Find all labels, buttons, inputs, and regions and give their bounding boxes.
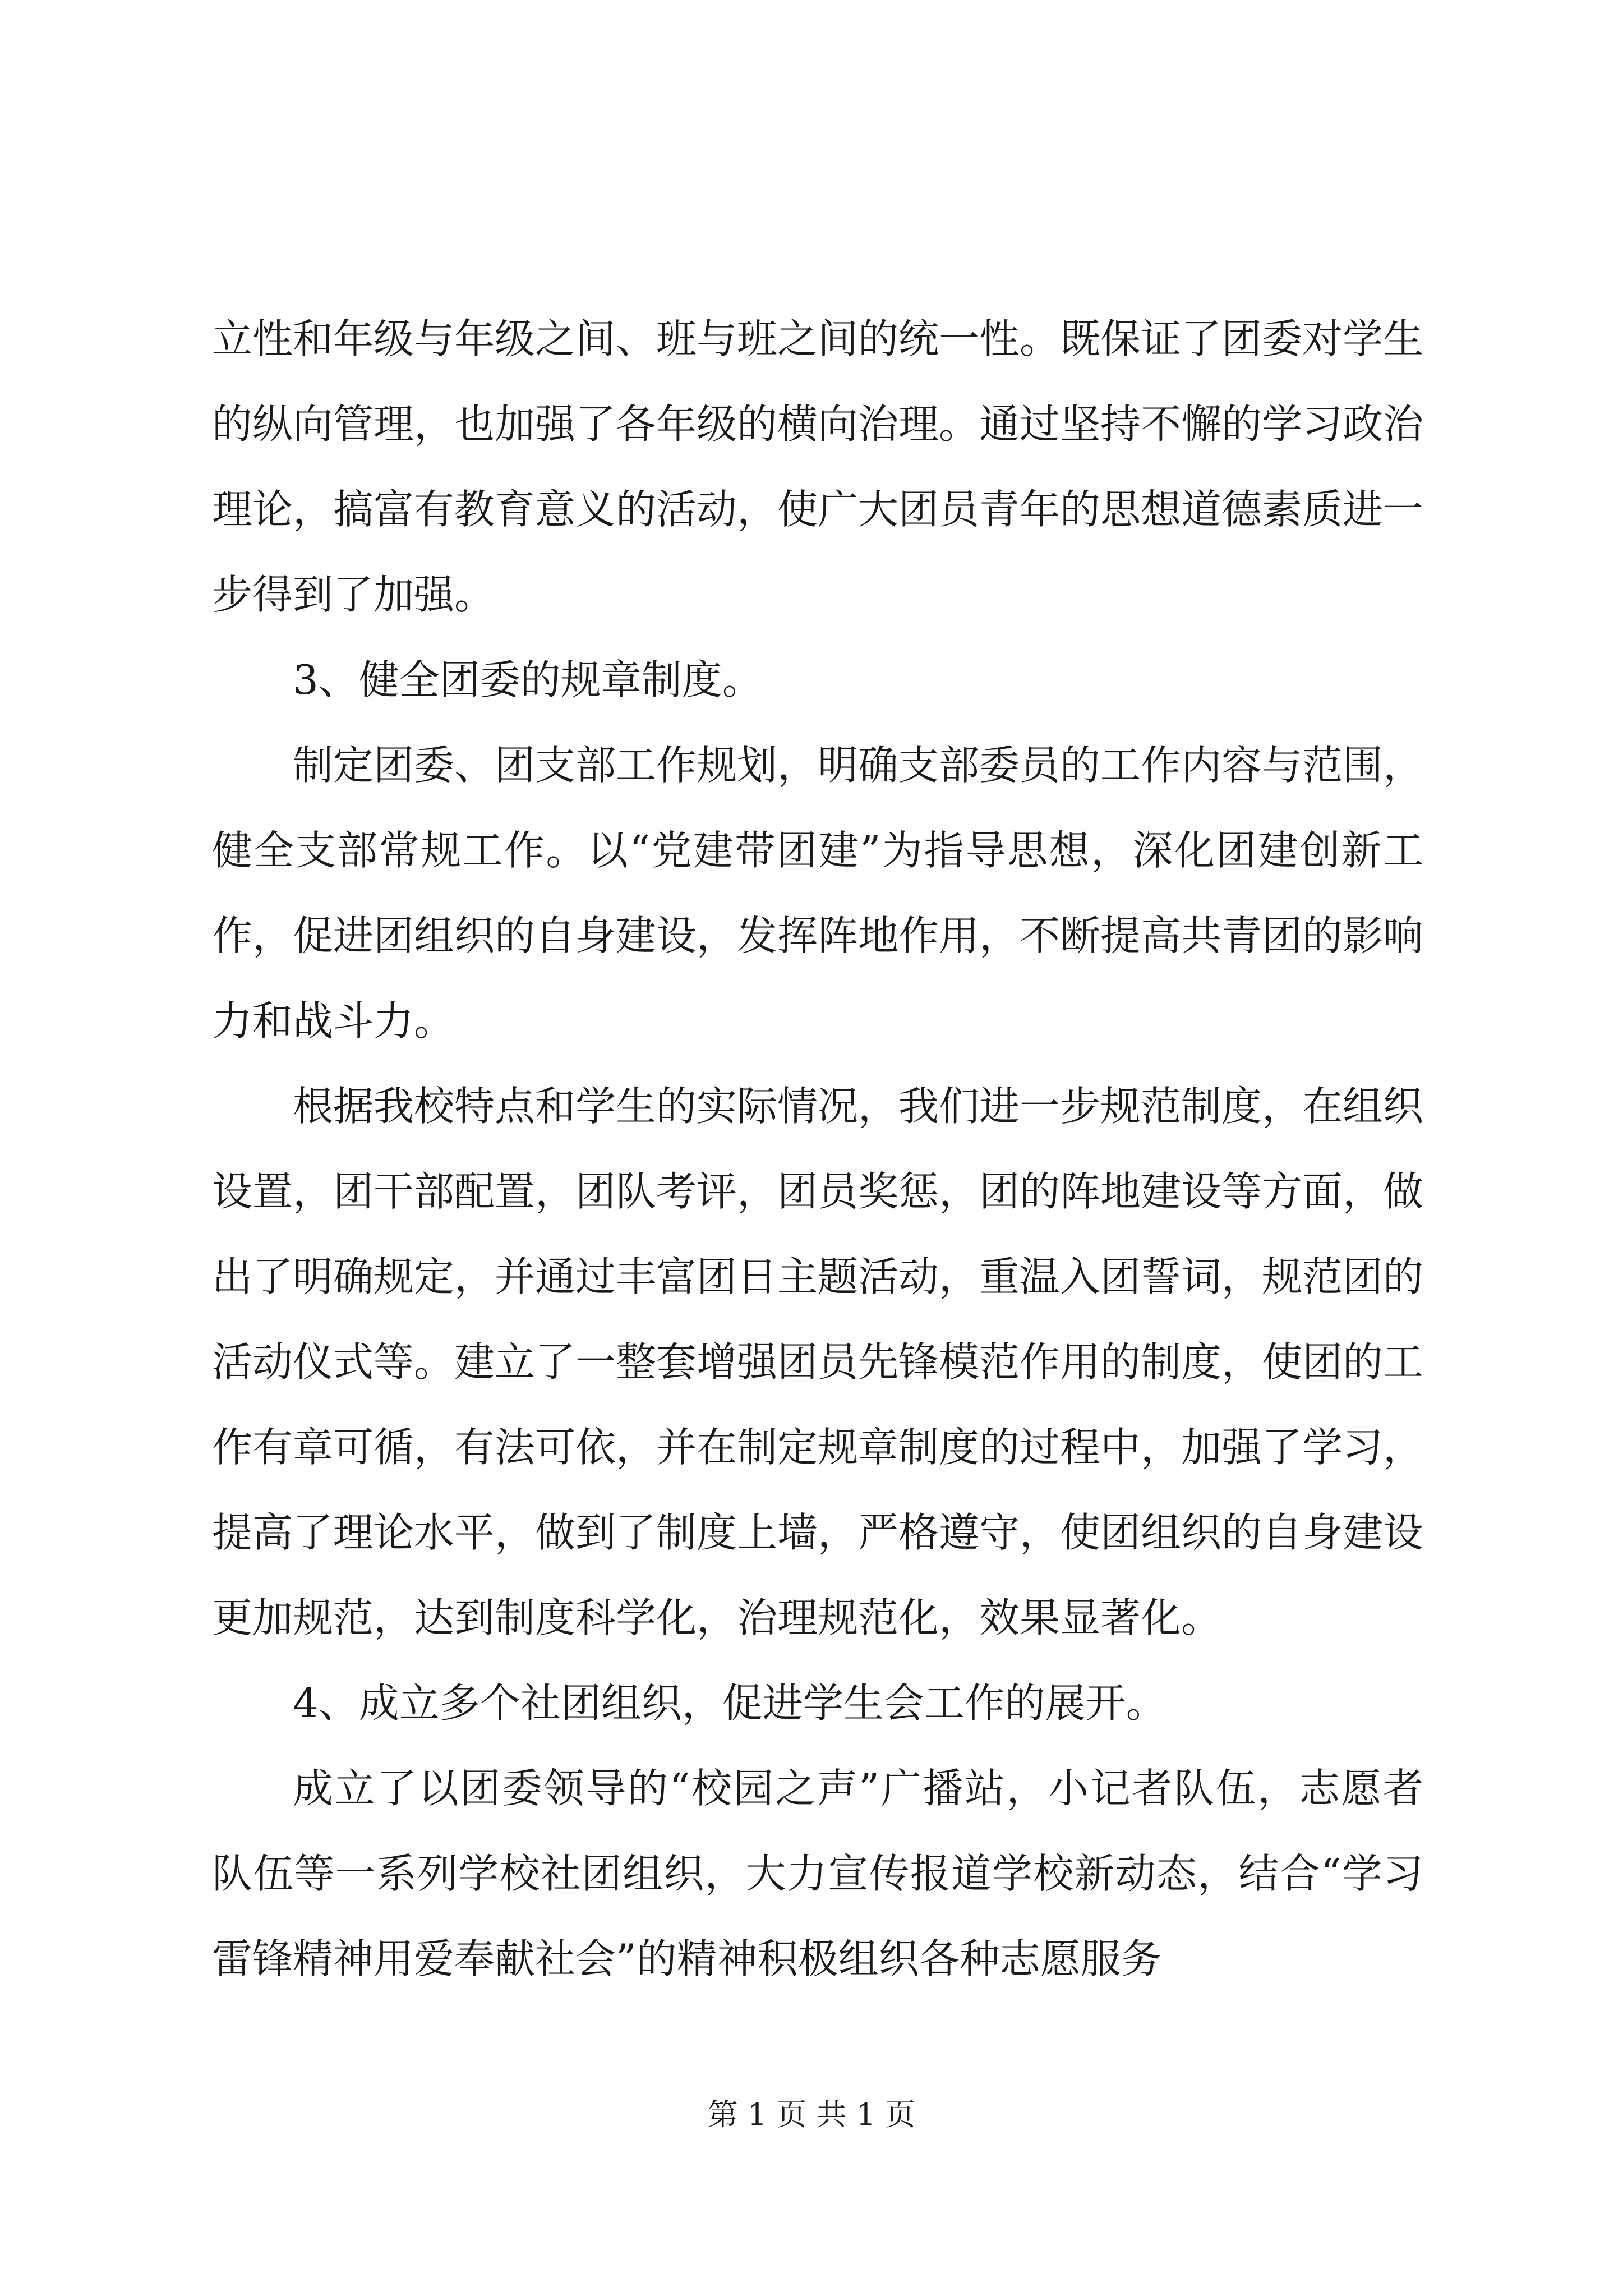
document-body [212,296,1423,2001]
section-heading-3: 3、健全团委的规章制度。 [293,656,763,703]
paragraph: 制定团委、团支部工作规划，明确支部委员的工作内容与范围，健全支部常规工作。以“党建带团建”为指导思想，深化团建创新工作，促进团组织的自身建设，发挥阵地作用，不断提高共青团的影响力和战斗力。 [212,742,1424,1045]
page-number-footer: 第 1 页 共 1 页 [707,2097,916,2132]
paragraph-continuation: 立性和年级与年级之间、班与班之间的统一性。既保证了团委对学生的纵向管理，也加强了各年级的横向治理。通过坚持不懈的学习政治理论，搞富有教育意义的活动，使广大团员青年的思想道德素质进一步得到了加强。 [212,315,1424,618]
paragraph: 根据我校特点和学生的实际情况，我们进一步规范制度，在组织设置，团干部配置，团队考评，团员奖惩，团的阵地建设等方面，做出了明确规定，并通过丰富团日主题活动，重温入团誓词，规范团的活动仪式等。建立了一整套增强团员先锋模范作用的制度，使团的工作有章可循，有法可依，并在制定规章制度的过程中，加强了学习，提高了理论水平，做到了制度上墙，严格遵守，使团组织的自身建设更加规范，达到制度科学化，治理规范化，效果显著化。 [212,1083,1424,1641]
paragraph: 成立了以团委领导的“校园之声”广播站，小记者队伍，志愿者队伍等一系列学校社团组织，大力宣传报道学校新动态，结合“学习雷锋精神用爱奉献社会”的精神积极组织各种志愿服务 [212,1765,1423,1982]
section-heading-4: 4、成立多个社团组织，促进学生会工作的展开。 [293,1680,1166,1727]
